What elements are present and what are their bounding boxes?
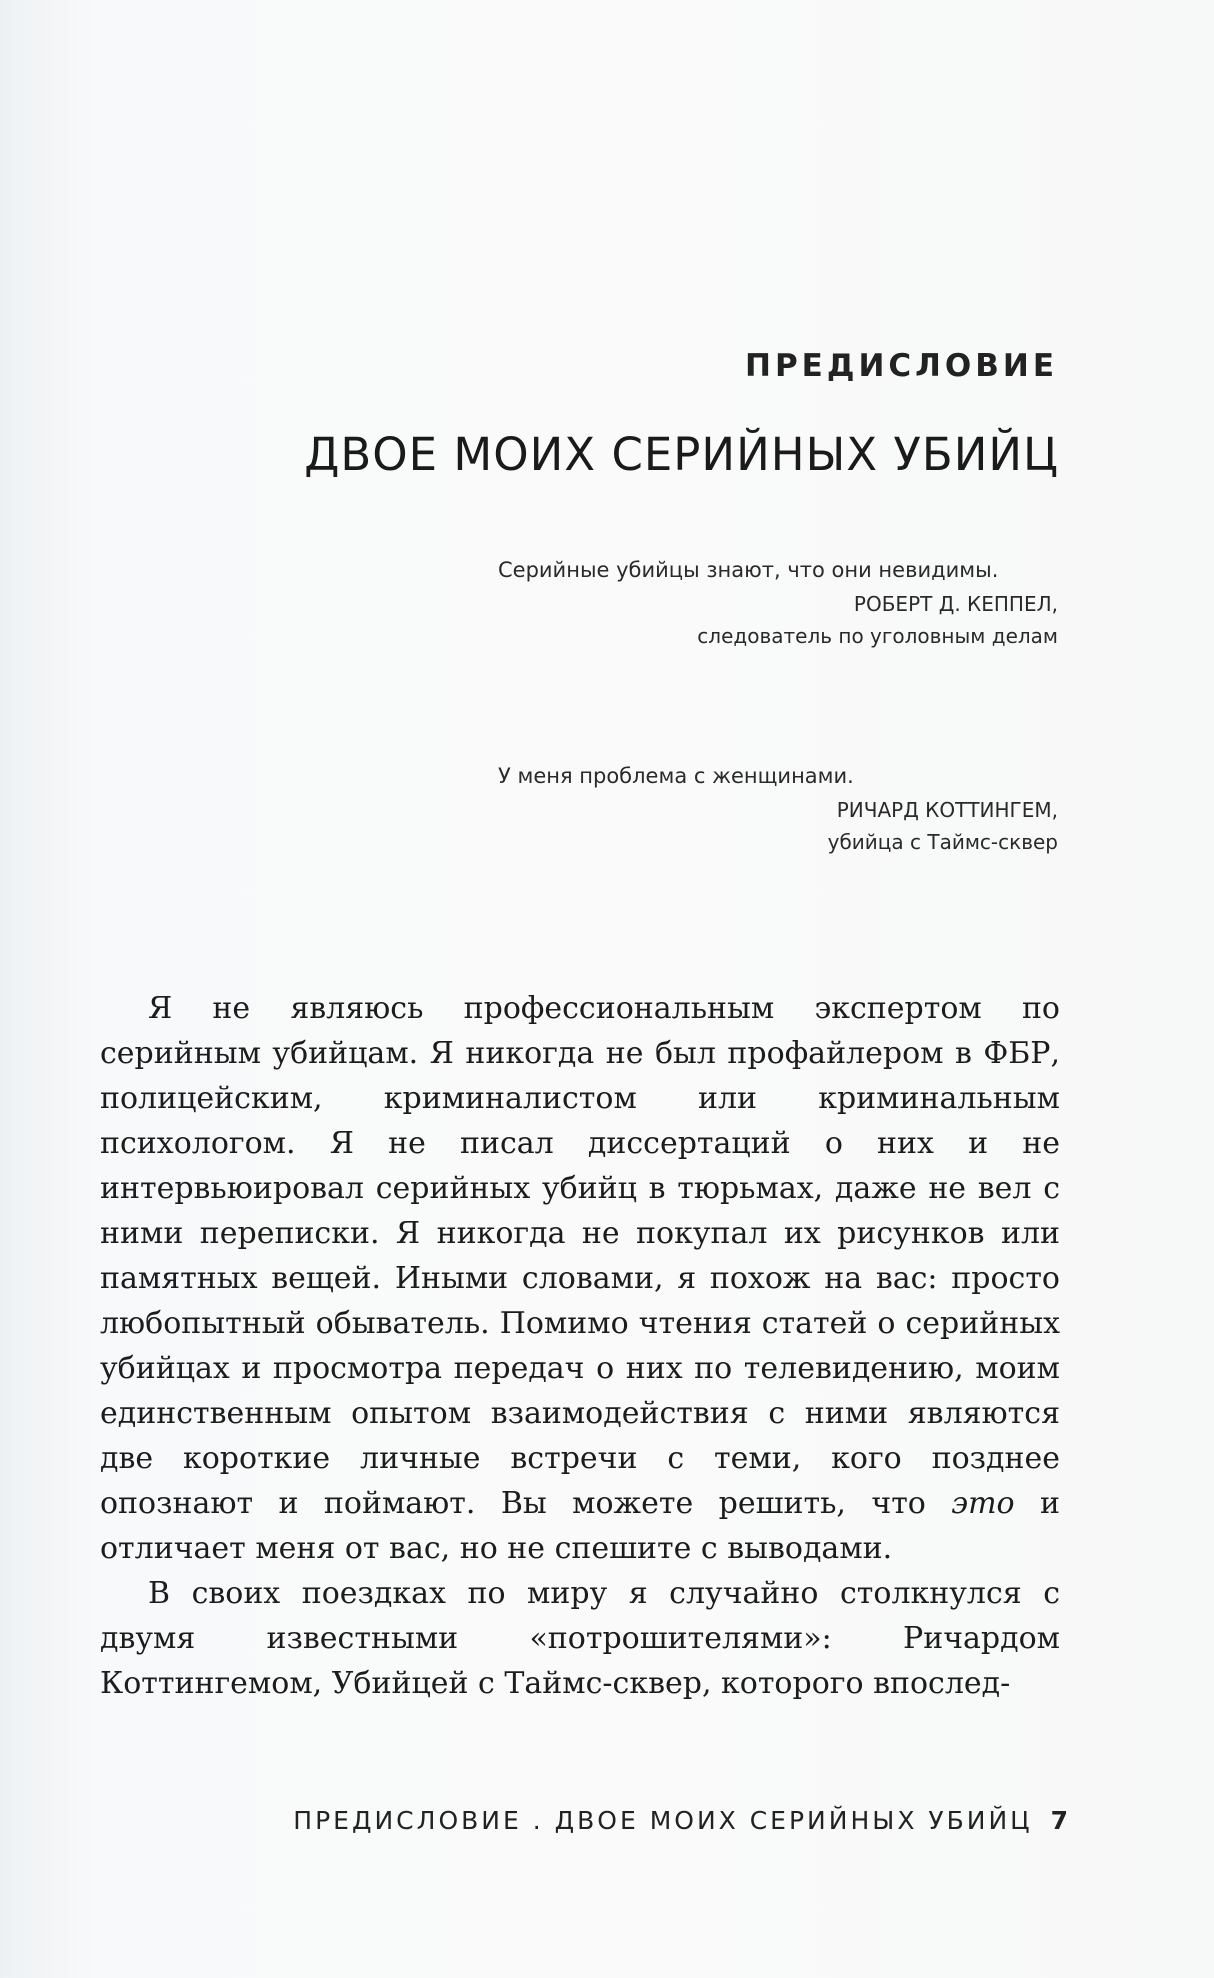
running-footer xyxy=(293,1806,1068,1835)
epigraph-cottingham xyxy=(498,760,1058,858)
paragraph-1 xyxy=(100,986,1060,1571)
section-label: ПРЕДИСЛОВИЕ xyxy=(745,348,1058,384)
paragraph-1-end: и отличает меня от вас, но не спешите с выводами. xyxy=(100,1486,1061,1566)
running-head: ПРЕДИСЛОВИЕ . ДВОЕ МОИХ СЕРИЙНЫХ УБИЙЦ xyxy=(293,1806,1033,1835)
epigraph-role: убийца с Таймс-сквер xyxy=(827,830,1058,854)
epigraph-author: РОБЕРТ Д. КЕППЕЛ, xyxy=(853,592,1058,616)
chapter-title: ДВОЕ МОИХ СЕРИЙНЫХ УБИЙЦ xyxy=(304,428,1059,481)
emphasis-this: это xyxy=(951,1486,1015,1521)
paragraph-1-text: Я не являюсь профессиональным экспертом по серийным убийцам. Я никогда не был профайлером в ФБР, полицейским, криминалистом или криминальным психологом. Я не писал диссертаций о них и не интервьюировал серийных убийц в тюрьмах, даже не вел с ними переписки. Я никогда не покупал их рисунков или памятных вещей. Иными словами, я похож на вас: просто любопытный обыватель. Помимо чтения статей о серийных убийцах и просмотра передач о них по телевидению, моим единственным опытом взаимодействия с ними являются две короткие личные встречи с теми, кого позднее опознают и поймают. Вы можете решить, что xyxy=(100,991,1060,1521)
epigraph-keppel xyxy=(498,554,1058,652)
body-text xyxy=(100,986,1060,1706)
epigraph-role: следователь по уголовным делам xyxy=(697,624,1058,648)
epigraph-text: Серийные убийцы знают, что они невидимы. xyxy=(498,558,999,582)
page-number: 7 xyxy=(1050,1806,1068,1835)
epigraph-text: У меня проблема с женщинами. xyxy=(498,764,854,788)
epigraph-author: РИЧАРД КОТТИНГЕМ, xyxy=(836,798,1058,822)
paragraph-2: В своих поездках по миру я случайно столкнулся с двумя известными «потрошителями»: Ричардом Коттингемом, Убийцей с Таймс-сквер, которого впослед- xyxy=(100,1576,1060,1701)
